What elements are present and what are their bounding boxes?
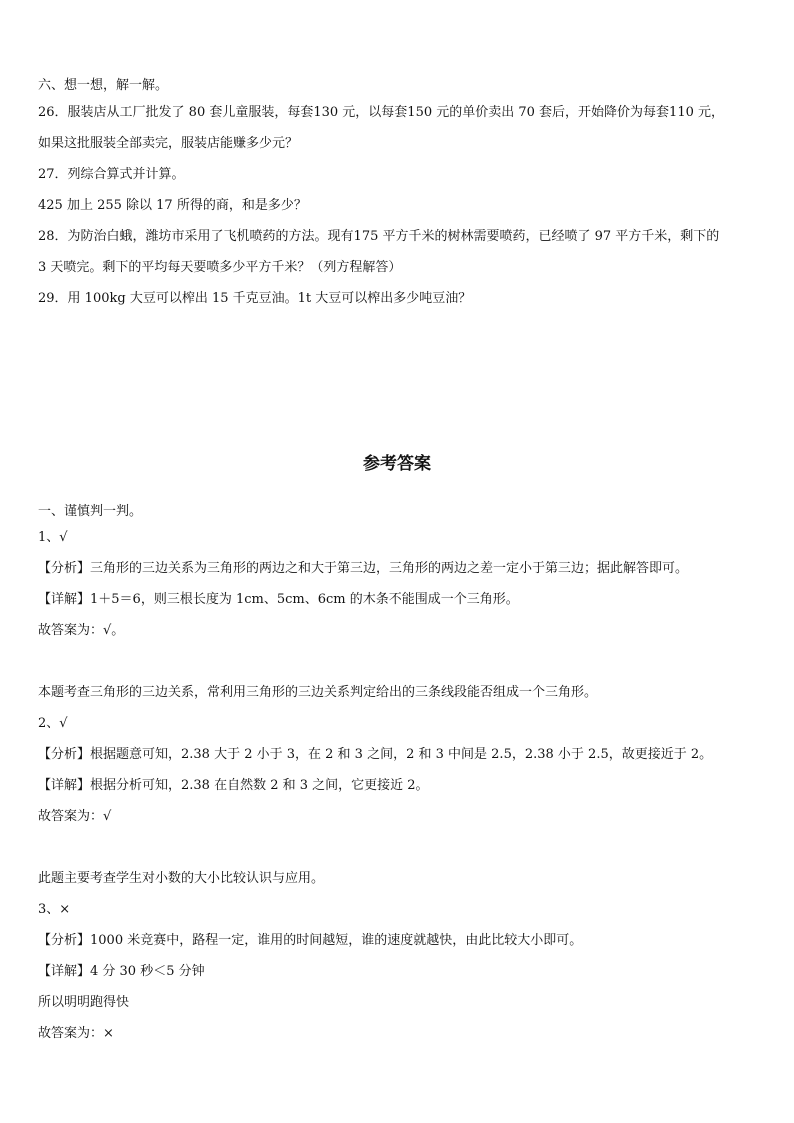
section-heading-6: 六、想一想，解一解。 xyxy=(38,78,169,93)
question-26-line-1: 26．服装店从工厂批发了 80 套儿童服装，每套130 元，以每套150 元的单价卖出 70 套后，开始降价为每套110 元， xyxy=(38,105,724,120)
answer-3-detail: 【详解】4 分 30 秒＜5 分钟 xyxy=(38,964,205,979)
answer-1-analysis: 【分析】三角形的三边关系为三角形的两边之和大于第三边，三角形的两边之差一定小于第三边；据此解答即可。 xyxy=(38,561,689,576)
answer-3-mark: 3、× xyxy=(38,902,71,917)
question-28-line-2: 3 天喷完。剩下的平均每天要喷多少平方千米？（列方程解答） xyxy=(38,260,402,275)
answer-1-final: 故答案为：√。 xyxy=(38,623,125,638)
question-28-line-1: 28．为防治白蛾，潍坊市采用了飞机喷药的方法。现有175 平方千米的树林需要喷药，已经喷了 97 平方千米，剩下的 xyxy=(38,229,720,244)
answer-2-detail: 【详解】根据分析可知，2.38 在自然数 2 和 3 之间，它更接近 2。 xyxy=(38,778,429,793)
answers-section-1-heading: 一、谨慎判一判。 xyxy=(38,504,143,519)
answer-2-final: 故答案为：√ xyxy=(38,809,112,824)
answer-3-detail-2: 所以明明跑得快 xyxy=(38,995,130,1010)
question-29-line-1: 29．用 100kg 大豆可以榨出 15 千克豆油。1t 大豆可以榨出多少吨豆油？ xyxy=(38,291,472,306)
answer-2-mark: 2、√ xyxy=(38,716,68,731)
answer-3-analysis: 【分析】1000 米竞赛中，路程一定，谁用的时间越短，谁的速度就越快，由此比较大小即可。 xyxy=(38,933,583,948)
question-27-line-1: 27．列综合算式并计算。 xyxy=(38,167,185,182)
answer-1-mark: 1、√ xyxy=(38,530,68,545)
answers-title: 参考答案 xyxy=(363,454,431,474)
answer-3-final: 故答案为：× xyxy=(38,1026,114,1041)
answer-2-note: 此题主要考查学生对小数的大小比较认识与应用。 xyxy=(38,871,325,886)
answer-2-analysis: 【分析】根据题意可知，2.38 大于 2 小于 3，在 2 和 3 之间，2 和 3 中间是 2.5，2.38 小于 2.5，故更接近于 2。 xyxy=(38,747,713,762)
question-26-line-2: 如果这批服装全部卖完，服装店能赚多少元？ xyxy=(38,136,299,151)
answer-1-detail: 【详解】1＋5＝6，则三根长度为 1cm、5cm、6cm 的木条不能围成一个三角形。 xyxy=(38,592,519,607)
question-27-line-2: 425 加上 255 除以 17 所得的商，和是多少？ xyxy=(38,198,307,213)
answer-1-note: 本题考查三角形的三边关系，常利用三角形的三边关系判定给出的三条线段能否组成一个三角形。 xyxy=(38,685,598,700)
